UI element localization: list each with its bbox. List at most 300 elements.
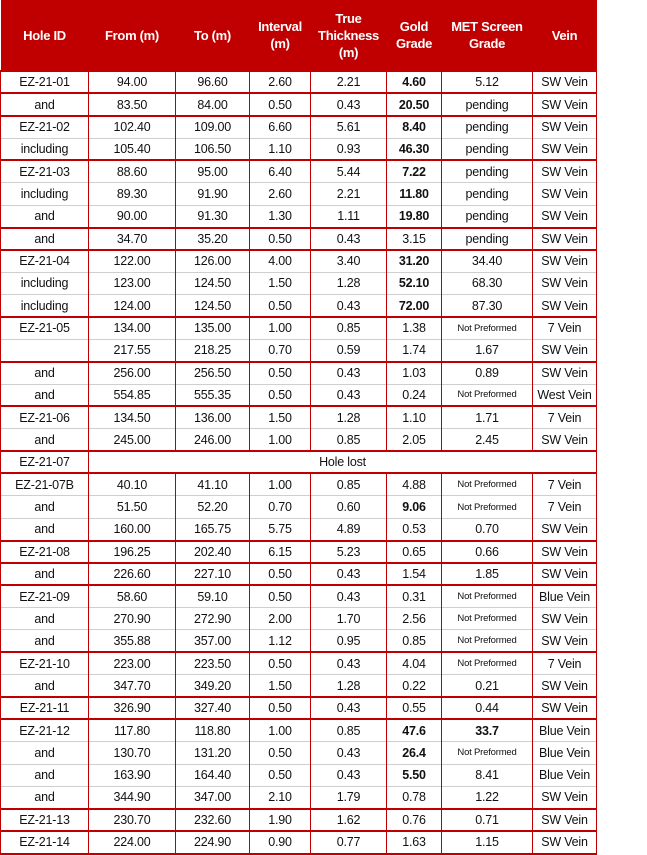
cell-vein: SW Vein <box>533 630 597 652</box>
cell-to: 124.50 <box>176 295 250 317</box>
cell-gold-grade: 1.74 <box>387 339 442 361</box>
cell-to: 555.35 <box>176 384 250 406</box>
cell-to: 165.75 <box>176 518 250 540</box>
cell-met-screen-grade: Not Preformed <box>442 317 533 339</box>
cell-to: 41.10 <box>176 473 250 495</box>
table-row <box>1 272 597 294</box>
cell-from: 34.70 <box>89 228 176 250</box>
header-met-screen-grade: MET Screen Grade <box>442 0 533 71</box>
cell-gold-grade: 0.53 <box>387 518 442 540</box>
cell-interval: 0.50 <box>250 742 311 764</box>
cell-met-screen-grade: 34.40 <box>442 250 533 272</box>
cell-vein: SW Vein <box>533 608 597 630</box>
table-row <box>1 205 597 227</box>
cell-true-thickness: 5.44 <box>311 160 387 182</box>
cell-gold-grade: 0.31 <box>387 585 442 607</box>
cell-true-thickness: 0.77 <box>311 831 387 853</box>
cell-gold-grade: 4.60 <box>387 71 442 93</box>
cell-hole-id: and <box>1 742 89 764</box>
cell-vein: Blue Vein <box>533 742 597 764</box>
cell-met-screen-grade: 0.89 <box>442 362 533 384</box>
cell-vein: SW Vein <box>533 272 597 294</box>
cell-to: 124.50 <box>176 272 250 294</box>
cell-interval: 0.50 <box>250 295 311 317</box>
cell-hole-id: EZ-21-02 <box>1 116 89 138</box>
cell-interval: 0.50 <box>250 652 311 674</box>
cell-true-thickness: 0.43 <box>311 295 387 317</box>
cell-from: 134.50 <box>89 406 176 428</box>
cell-interval: 1.00 <box>250 473 311 495</box>
table-row <box>1 541 597 563</box>
cell-gold-grade: 5.50 <box>387 764 442 786</box>
cell-vein: 7 Vein <box>533 473 597 495</box>
cell-gold-grade: 0.22 <box>387 675 442 697</box>
cell-true-thickness: 0.93 <box>311 138 387 160</box>
cell-true-thickness: 0.85 <box>311 473 387 495</box>
cell-vein: SW Vein <box>533 563 597 585</box>
cell-hole-id: EZ-21-11 <box>1 697 89 719</box>
cell-met-screen-grade: 0.21 <box>442 675 533 697</box>
cell-to: 59.10 <box>176 585 250 607</box>
cell-met-screen-grade: 87.30 <box>442 295 533 317</box>
cell-from: 94.00 <box>89 71 176 93</box>
cell-from: 196.25 <box>89 541 176 563</box>
cell-from: 122.00 <box>89 250 176 272</box>
cell-from: 89.30 <box>89 183 176 205</box>
cell-met-screen-grade: 8.41 <box>442 764 533 786</box>
cell-vein: SW Vein <box>533 787 597 809</box>
cell-true-thickness: 0.60 <box>311 496 387 518</box>
table-row <box>1 473 597 495</box>
cell-to: 35.20 <box>176 228 250 250</box>
cell-hole-id: and <box>1 518 89 540</box>
cell-true-thickness: 1.28 <box>311 272 387 294</box>
cell-met-screen-grade: 5.12 <box>442 71 533 93</box>
cell-met-screen-grade: Not Preformed <box>442 473 533 495</box>
cell-hole-id: and <box>1 429 89 451</box>
cell-true-thickness: 0.43 <box>311 764 387 786</box>
cell-true-thickness: 1.62 <box>311 809 387 831</box>
cell-to: 96.60 <box>176 71 250 93</box>
cell-to: 224.90 <box>176 831 250 853</box>
cell-interval: 6.15 <box>250 541 311 563</box>
cell-true-thickness: 1.79 <box>311 787 387 809</box>
cell-true-thickness: 0.85 <box>311 719 387 741</box>
cell-hole-id: and <box>1 563 89 585</box>
cell-met-screen-grade: Not Preformed <box>442 608 533 630</box>
cell-to: 202.40 <box>176 541 250 563</box>
table-body <box>1 71 597 854</box>
table-row <box>1 116 597 138</box>
cell-met-screen-grade: pending <box>442 116 533 138</box>
cell-from: 130.70 <box>89 742 176 764</box>
cell-from: 224.00 <box>89 831 176 853</box>
cell-to: 232.60 <box>176 809 250 831</box>
cell-interval: 2.00 <box>250 608 311 630</box>
cell-to: 118.80 <box>176 719 250 741</box>
cell-to: 131.20 <box>176 742 250 764</box>
table-row <box>1 228 597 250</box>
cell-from: 347.70 <box>89 675 176 697</box>
cell-met-screen-grade: 0.70 <box>442 518 533 540</box>
cell-interval: 0.50 <box>250 362 311 384</box>
cell-true-thickness: 0.95 <box>311 630 387 652</box>
cell-gold-grade: 2.05 <box>387 429 442 451</box>
table-row <box>1 429 597 451</box>
cell-true-thickness: 0.43 <box>311 742 387 764</box>
cell-met-screen-grade: 0.44 <box>442 697 533 719</box>
cell-interval: 1.12 <box>250 630 311 652</box>
cell-from: 355.88 <box>89 630 176 652</box>
table-row <box>1 451 597 473</box>
cell-true-thickness: 4.89 <box>311 518 387 540</box>
cell-vein: SW Vein <box>533 295 597 317</box>
cell-gold-grade: 11.80 <box>387 183 442 205</box>
cell-gold-grade: 0.24 <box>387 384 442 406</box>
cell-to: 347.00 <box>176 787 250 809</box>
cell-met-screen-grade: 68.30 <box>442 272 533 294</box>
cell-vein: SW Vein <box>533 339 597 361</box>
cell-met-screen-grade: Not Preformed <box>442 630 533 652</box>
cell-from: 163.90 <box>89 764 176 786</box>
cell-from: 51.50 <box>89 496 176 518</box>
table-row <box>1 608 597 630</box>
cell-interval: 4.00 <box>250 250 311 272</box>
table-row <box>1 585 597 607</box>
cell-true-thickness: 0.43 <box>311 362 387 384</box>
cell-hole-id: EZ-21-13 <box>1 809 89 831</box>
cell-to: 95.00 <box>176 160 250 182</box>
cell-interval: 2.60 <box>250 183 311 205</box>
cell-gold-grade: 4.04 <box>387 652 442 674</box>
table-row <box>1 93 597 115</box>
cell-vein: 7 Vein <box>533 496 597 518</box>
cell-from: 326.90 <box>89 697 176 719</box>
cell-vein: SW Vein <box>533 71 597 93</box>
cell-from: 226.60 <box>89 563 176 585</box>
cell-from: 230.70 <box>89 809 176 831</box>
cell-vein: SW Vein <box>533 541 597 563</box>
table-row <box>1 71 597 93</box>
cell-met-screen-grade: Not Preformed <box>442 384 533 406</box>
cell-to: 84.00 <box>176 93 250 115</box>
table-row <box>1 384 597 406</box>
cell-interval: 0.50 <box>250 764 311 786</box>
cell-hole-id: and <box>1 675 89 697</box>
cell-vein: Blue Vein <box>533 764 597 786</box>
cell-gold-grade: 1.54 <box>387 563 442 585</box>
cell-hole-id: EZ-21-05 <box>1 317 89 339</box>
cell-interval: 1.00 <box>250 317 311 339</box>
cell-from: 88.60 <box>89 160 176 182</box>
cell-true-thickness: 2.21 <box>311 183 387 205</box>
cell-interval: 2.60 <box>250 71 311 93</box>
table-row <box>1 787 597 809</box>
cell-gold-grade: 9.06 <box>387 496 442 518</box>
cell-true-thickness: 0.43 <box>311 384 387 406</box>
cell-interval: 6.40 <box>250 160 311 182</box>
cell-gold-grade: 19.80 <box>387 205 442 227</box>
cell-from: 554.85 <box>89 384 176 406</box>
table-row <box>1 317 597 339</box>
header-true-thickness: True Thickness (m) <box>311 0 387 71</box>
cell-interval: 6.60 <box>250 116 311 138</box>
cell-hole-id: EZ-21-08 <box>1 541 89 563</box>
cell-from: 102.40 <box>89 116 176 138</box>
cell-met-screen-grade: 1.67 <box>442 339 533 361</box>
table-row <box>1 764 597 786</box>
cell-interval: 0.50 <box>250 585 311 607</box>
cell-gold-grade: 4.88 <box>387 473 442 495</box>
cell-gold-grade: 1.10 <box>387 406 442 428</box>
header-row <box>1 0 597 71</box>
table-row <box>1 831 597 853</box>
cell-hole-id: and <box>1 630 89 652</box>
cell-interval: 0.50 <box>250 93 311 115</box>
cell-vein: SW Vein <box>533 831 597 853</box>
cell-true-thickness: 1.11 <box>311 205 387 227</box>
cell-true-thickness: 0.59 <box>311 339 387 361</box>
cell-met-screen-grade: 33.7 <box>442 719 533 741</box>
cell-vein: SW Vein <box>533 93 597 115</box>
cell-met-screen-grade: Not Preformed <box>442 585 533 607</box>
cell-gold-grade: 31.20 <box>387 250 442 272</box>
table-row <box>1 697 597 719</box>
cell-from: 256.00 <box>89 362 176 384</box>
cell-met-screen-grade: 0.66 <box>442 541 533 563</box>
table-header <box>1 0 597 71</box>
cell-gold-grade: 0.78 <box>387 787 442 809</box>
cell-interval: 2.10 <box>250 787 311 809</box>
table-row <box>1 719 597 741</box>
cell-gold-grade: 26.4 <box>387 742 442 764</box>
cell-gold-grade: 52.10 <box>387 272 442 294</box>
cell-to: 164.40 <box>176 764 250 786</box>
table-row <box>1 675 597 697</box>
cell-to: 126.00 <box>176 250 250 272</box>
cell-hole-id: and <box>1 384 89 406</box>
cell-from: 105.40 <box>89 138 176 160</box>
cell-met-screen-grade: Not Preformed <box>442 742 533 764</box>
cell-gold-grade: 46.30 <box>387 138 442 160</box>
cell-hole-id: and <box>1 205 89 227</box>
cell-met-screen-grade: 1.85 <box>442 563 533 585</box>
cell-true-thickness: 0.43 <box>311 652 387 674</box>
cell-gold-grade: 20.50 <box>387 93 442 115</box>
cell-hole-id: including <box>1 138 89 160</box>
table-row <box>1 362 597 384</box>
cell-met-screen-grade: 1.22 <box>442 787 533 809</box>
cell-from: 123.00 <box>89 272 176 294</box>
cell-vein: SW Vein <box>533 675 597 697</box>
cell-hole-id: including <box>1 183 89 205</box>
cell-vein: SW Vein <box>533 138 597 160</box>
cell-true-thickness: 0.85 <box>311 317 387 339</box>
cell-met-screen-grade: 1.15 <box>442 831 533 853</box>
cell-met-screen-grade: 0.71 <box>442 809 533 831</box>
cell-true-thickness: 0.85 <box>311 429 387 451</box>
cell-true-thickness: 1.28 <box>311 675 387 697</box>
cell-gold-grade: 7.22 <box>387 160 442 182</box>
cell-from: 90.00 <box>89 205 176 227</box>
cell-vein: SW Vein <box>533 205 597 227</box>
cell-from: 83.50 <box>89 93 176 115</box>
table-row <box>1 183 597 205</box>
cell-to: 349.20 <box>176 675 250 697</box>
cell-interval: 1.10 <box>250 138 311 160</box>
table-row <box>1 250 597 272</box>
cell-gold-grade: 47.6 <box>387 719 442 741</box>
table-row <box>1 339 597 361</box>
cell-vein: SW Vein <box>533 809 597 831</box>
cell-vein: SW Vein <box>533 250 597 272</box>
cell-vein: SW Vein <box>533 518 597 540</box>
cell-true-thickness: 0.43 <box>311 93 387 115</box>
cell-to: 272.90 <box>176 608 250 630</box>
cell-met-screen-grade: pending <box>442 93 533 115</box>
cell-hole-id: including <box>1 295 89 317</box>
cell-vein: 7 Vein <box>533 317 597 339</box>
cell-hole-id: EZ-21-03 <box>1 160 89 182</box>
header-from: From (m) <box>89 0 176 71</box>
header-hole-id: Hole ID <box>1 0 89 71</box>
table-row <box>1 630 597 652</box>
cell-hole-id: EZ-21-14 <box>1 831 89 853</box>
cell-vein: Blue Vein <box>533 585 597 607</box>
cell-true-thickness: 3.40 <box>311 250 387 272</box>
header-vein: Vein <box>533 0 597 71</box>
cell-from: 40.10 <box>89 473 176 495</box>
table-row <box>1 295 597 317</box>
cell-hole-id: and <box>1 787 89 809</box>
cell-gold-grade: 0.65 <box>387 541 442 563</box>
header-interval: Interval (m) <box>250 0 311 71</box>
cell-interval: 1.50 <box>250 675 311 697</box>
cell-gold-grade: 0.55 <box>387 697 442 719</box>
table-row <box>1 138 597 160</box>
cell-to: 357.00 <box>176 630 250 652</box>
cell-to: 256.50 <box>176 362 250 384</box>
cell-vein: SW Vein <box>533 429 597 451</box>
cell-met-screen-grade: pending <box>442 138 533 160</box>
cell-hole-id: EZ-21-01 <box>1 71 89 93</box>
cell-from: 134.00 <box>89 317 176 339</box>
cell-true-thickness: 1.70 <box>311 608 387 630</box>
cell-to: 136.00 <box>176 406 250 428</box>
cell-vein: SW Vein <box>533 183 597 205</box>
cell-to: 91.30 <box>176 205 250 227</box>
cell-from: 344.90 <box>89 787 176 809</box>
table-row <box>1 652 597 674</box>
cell-vein: West Vein <box>533 384 597 406</box>
cell-to: 91.90 <box>176 183 250 205</box>
cell-met-screen-grade: 2.45 <box>442 429 533 451</box>
cell-hole-id: and <box>1 496 89 518</box>
cell-hole-id <box>1 339 89 361</box>
cell-from: 124.00 <box>89 295 176 317</box>
cell-met-screen-grade: pending <box>442 183 533 205</box>
cell-interval: 0.70 <box>250 339 311 361</box>
cell-met-screen-grade: 1.71 <box>442 406 533 428</box>
cell-met-screen-grade: pending <box>442 205 533 227</box>
table-row <box>1 496 597 518</box>
cell-interval: 1.50 <box>250 406 311 428</box>
table-row <box>1 563 597 585</box>
cell-interval: 0.50 <box>250 697 311 719</box>
cell-to: 218.25 <box>176 339 250 361</box>
cell-vein: 7 Vein <box>533 652 597 674</box>
cell-interval: 1.50 <box>250 272 311 294</box>
cell-hole-id: EZ-21-07 <box>1 451 89 473</box>
cell-true-thickness: 0.43 <box>311 228 387 250</box>
cell-true-thickness: 1.28 <box>311 406 387 428</box>
header-to: To (m) <box>176 0 250 71</box>
cell-gold-grade: 8.40 <box>387 116 442 138</box>
cell-gold-grade: 0.85 <box>387 630 442 652</box>
table-row <box>1 742 597 764</box>
cell-vein: SW Vein <box>533 160 597 182</box>
cell-interval: 0.70 <box>250 496 311 518</box>
cell-hole-id: including <box>1 272 89 294</box>
cell-from: 270.90 <box>89 608 176 630</box>
cell-hole-id: and <box>1 228 89 250</box>
cell-true-thickness: 0.43 <box>311 563 387 585</box>
cell-vein: SW Vein <box>533 116 597 138</box>
cell-interval: 5.75 <box>250 518 311 540</box>
cell-from: 117.80 <box>89 719 176 741</box>
cell-true-thickness: 0.43 <box>311 585 387 607</box>
cell-hole-id: EZ-21-10 <box>1 652 89 674</box>
cell-interval: 1.00 <box>250 429 311 451</box>
cell-gold-grade: 1.03 <box>387 362 442 384</box>
cell-to: 327.40 <box>176 697 250 719</box>
cell-hole-id: EZ-21-06 <box>1 406 89 428</box>
cell-gold-grade: 1.63 <box>387 831 442 853</box>
cell-true-thickness: 2.21 <box>311 71 387 93</box>
cell-vein: SW Vein <box>533 228 597 250</box>
cell-from: 245.00 <box>89 429 176 451</box>
cell-hole-id: EZ-21-04 <box>1 250 89 272</box>
cell-interval: 1.90 <box>250 809 311 831</box>
cell-gold-grade: 1.38 <box>387 317 442 339</box>
cell-true-thickness: 5.23 <box>311 541 387 563</box>
cell-vein: 7 Vein <box>533 406 597 428</box>
header-gold-grade: Gold Grade <box>387 0 442 71</box>
cell-from: 160.00 <box>89 518 176 540</box>
cell-gold-grade: 72.00 <box>387 295 442 317</box>
cell-hole-id: EZ-21-07B <box>1 473 89 495</box>
cell-met-screen-grade: pending <box>442 228 533 250</box>
cell-interval: 0.50 <box>250 563 311 585</box>
cell-met-screen-grade: Not Preformed <box>442 652 533 674</box>
cell-hole-id: EZ-21-09 <box>1 585 89 607</box>
cell-gold-grade: 3.15 <box>387 228 442 250</box>
cell-hole-id: and <box>1 764 89 786</box>
cell-to: 227.10 <box>176 563 250 585</box>
cell-interval: 0.50 <box>250 384 311 406</box>
cell-vein: SW Vein <box>533 697 597 719</box>
cell-gold-grade: 2.56 <box>387 608 442 630</box>
cell-to: 223.50 <box>176 652 250 674</box>
cell-from: 58.60 <box>89 585 176 607</box>
table-row <box>1 160 597 182</box>
cell-from: 223.00 <box>89 652 176 674</box>
cell-hole-id: and <box>1 362 89 384</box>
cell-vein: SW Vein <box>533 362 597 384</box>
cell-to: 246.00 <box>176 429 250 451</box>
cell-true-thickness: 5.61 <box>311 116 387 138</box>
cell-interval: 1.30 <box>250 205 311 227</box>
